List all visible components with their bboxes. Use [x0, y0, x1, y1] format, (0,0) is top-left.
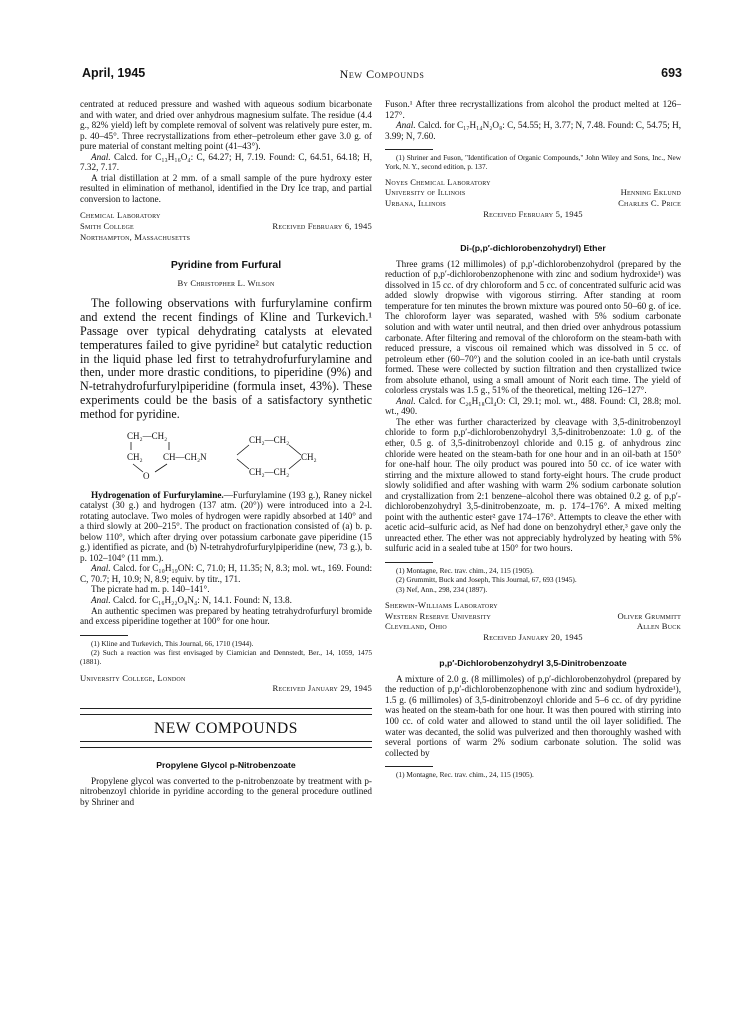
author-name: Charles C. Price: [618, 197, 681, 208]
address-block: [80, 210, 372, 242]
address-row: [385, 621, 681, 632]
received-date: Received February 6, 1945: [272, 221, 372, 232]
page-number: 693: [661, 66, 682, 80]
paragraph: A mixture of 2.0 g. (8 millimoles) of p,p′-dichlorobenzohydrol (prepared by the reduction of p,p′-dichlorobenzophenone with zinc and sodium hydroxide¹), 1.5 g. (6 millimoles) of 3,5-dinitrobenzoyl chloride and 5–6 cc. of dry pyridine was heated on the steam-bath for one hour. It was then poured with stirring into 100 cc. of cold water and allowed to stand until the oil layer solidified. The water was decanted, the solid was pulverized and then thoroughly washed with several portions of warm 2% sodium carbonate solution. The solid was collected by: [385, 673, 681, 758]
journal-section: New Compounds: [339, 67, 425, 81]
compound-title: p,p′-Dichlorobenzohydryl 3,5-Dinitrobenzoate: [439, 658, 627, 669]
paragraph: A trial distillation at 2 mm. of a small sample of the pure hydroxy ester resulted in elimination of methanol, identified in the Dry Ice trap, and partial conversion to lactone.: [80, 172, 372, 204]
intro-paragraph: The following observations with furfurylamine confirm and extend the recent findings of Kline and Turkevich.¹ Passage over typical dehydrating catalysts at elevated temperatures failed to give pyridine² but catalytic reduction in the liquid phase led first to tetrahydrofurfurylamine and then, under more drastic conditions, to piperidine (9%) and N-tetrahydrofurfurylpiperidine (formula inset, 43%). These experiments could be the basis of a satisfactory synthetic method for pyridine.: [80, 296, 372, 421]
structure-label: CH₂—CH₂: [249, 434, 290, 445]
structure-label: CH₂—CH₂: [249, 466, 290, 477]
analysis-line: Anal. Calcd. for C₂₆H₁₈Cl₄O: Cl, 29.1; mol. wt., 488. Found: Cl, 28.8; mol. wt., 490.: [385, 395, 681, 417]
paragraph: The picrate had m. p. 140–141°.: [91, 584, 210, 595]
compound-title: Di-(p,p′-dichlorobenzohydryl) Ether: [460, 243, 606, 254]
address-line: Northampton, Massachusetts: [80, 231, 191, 242]
address-row: [80, 221, 372, 232]
address-row: [385, 198, 681, 209]
address-line: Noyes Chemical Laboratory: [385, 176, 491, 187]
section-rule: [80, 741, 372, 748]
structure-label: O: [143, 470, 150, 481]
byline: By Christopher L. Wilson: [177, 277, 275, 288]
section-title: NEW COMPOUNDS: [153, 719, 298, 737]
address-row: [385, 187, 681, 198]
left-column: [80, 99, 372, 807]
section-rule: [80, 708, 372, 715]
address-line: Western Reserve University: [385, 610, 492, 621]
paragraph: Propylene glycol was converted to the p-nitrobenzoate by treatment with p-nitrobenzoyl chloride in pyridine according to the general procedure outlined by Shriner and: [80, 775, 372, 807]
paragraph: centrated at reduced pressure and washed with aqueous sodium bicarbonate and with water, and dried over anhydrous magnesium sulfate. The residue (4.4 g., 82% yield) left by complete removal of solvent was relatively pure ester, m. p. 40–45°. Three recrystallizations from ether–petroleum ether gave 3.0 g. of pure material of constant melting point (41–43°).: [80, 99, 372, 152]
address-block: [80, 673, 372, 694]
address-line: Cleveland, Ohio: [385, 621, 447, 632]
address-line: Chemical Laboratory: [80, 210, 161, 221]
footnote-rule: [385, 766, 433, 767]
structure-label: CH—CH₂N: [163, 451, 207, 462]
address-line: Urbana, Illinois: [385, 197, 446, 208]
address-block: [385, 600, 681, 642]
address-line: University of Illinois: [385, 187, 466, 198]
structure-label: CH₂: [301, 451, 317, 462]
structure-label: CH₂: [127, 451, 143, 462]
paragraph: Three grams (12 millimoles) of p,p′-dichlorobenzohydrol (prepared by the reduction of p,p′-dichlorobenzophenone with zinc and sodium hydroxide¹) was dissolved in 15 cc. of dry chloroform and 5 cc. of concentrated sulfuric acid was added slowly dropwise with vigorous stirring. After standing at room temperature for ten minutes the brown mixture was poured onto 50–60 g. of ice. The chloroform layer was separated, washed with 5% sodium carbonate solution and with water until neutral, and then dried over anhydrous potassium carbonate. After filtering and removal of the chloroform on the steam-bath with reduced pressure, a viscous oil remained which was dissolved in 5 cc. of petroleum ether (60–70°) and the solution cooled in an ice-bath until crystals formed. These were collected by suction filtration and then crystallized twice from absolute ethanol, using a small amount of Norit each time. The yield of colorless crystals was 1.5 g., 51% of the theoretical, melting 126–127°.: [385, 258, 681, 396]
address-line: University College, London: [80, 672, 186, 683]
footnote: (1) Montagne, Rec. trav. chim., 24, 115 (1905).: [396, 566, 534, 576]
paragraph: Fuson.¹ After three recrystallizations from alcohol the product melted at 126–127°.: [385, 99, 681, 120]
analysis-line: Anal. Calcd. for C₁₃H₁₆O₄: C, 64.27; H, 7.19. Found: C, 64.51, 64.18; H, 7.32, 7.17.: [80, 151, 373, 173]
footnote: (2) Such a reaction was first envisaged by Ciamician and Dennstedt, Ber., 14, 1059, 1475 (1881).: [80, 647, 372, 667]
address-line: Smith College: [80, 221, 134, 232]
footnote-rule: [385, 562, 433, 563]
analysis-line: Anal. Calcd. for C₁₀H₁₉ON: C, 71.0; H, 11.35; N, 8.3; mol. wt., 169. Found: C, 70.7; H, 10.9; N, 8.9; equiv. by titr., 171.: [80, 563, 372, 584]
running-header: [82, 66, 682, 84]
footnote: (1) Shriner and Fuson, "Identification of Organic Compounds," John Wiley and Sons, Inc., New York, N. Y., second edition, p. 137.: [385, 153, 681, 172]
paragraph: The ether was further characterized by cleavage with 3,5-dinitrobenzoyl chloride to form p,p′-dichlorobenzohydryl 3,5-dinitrobenzoate: 1.0 g. of the ether, 0.5 g. of 3,5-dinitrobenzoyl chloride and 0.15 g. of anhydrous zinc chloride were heated on the steam-bath for one hour and in an oil-bath at 150° for one-half hour. The oily product was poured into 50 cc. of ice water with stirring and the mixture allowed to stand forty-eight hours. The crude product slowly solidified and after washing with warm 2% sodium carbonate solution and crystallization from 2:1 benzene–alcohol there was obtained 0.2 g. of p,p′-dichlorobenzohydryl 3,5-dinitrobenzoate, m. p. 174–176°. A mixed melting point with the authentic ester² gave 174–176°. Attempts to cleave the ether with acetic acid–sulfuric acid, as Nef had done on benzohydryl ether,³ gave only the unreacted ether. The ether was not appreciably hydrolyzed by heating with 5% sulfuric acid in a sealed tube at 150° for two hours.: [385, 416, 681, 554]
chemical-structure: [125, 427, 365, 487]
received-date: Received January 29, 1945: [272, 683, 372, 694]
received-date: Received January 20, 1945: [483, 631, 583, 642]
footnote-rule: [385, 149, 433, 150]
author-name: Allen Buck: [636, 621, 681, 632]
analysis-line: Anal. Calcd. for C₁₆H₂₂O₈N₄: N, 14.1. Found: N, 13.8.: [91, 594, 292, 605]
analysis-line: Anal. Calcd. for C₁₇H₁₄N₂O₈: C, 54.55; H, 3.77; N, 7.48. Found: C, 54.75; H, 3.99; N, 7.60.: [385, 120, 681, 141]
right-column: [385, 99, 681, 780]
author-name: Oliver Grummitt: [617, 610, 681, 621]
paragraph: Hydrogenation of Furfurylamine.—Furfurylamine (193 g.), Raney nickel catalyst (30 g.) and hydrogen (137 atm. (20°)) were introduced into a 2-l. rotating autoclave. Two moles of hydrogen were rapidly absorbed at 140° and a third slowly at 200–215°. The product on fractionation consisted of (a) b. p. below 110°, which after drying over potassium carbonate gave piperidine (15 g.) identified as picrate, and (b) N-tetrahydrofurfurylpiperidine (new, 73 g.), b. p. 102–104° (11 mm.).: [80, 489, 372, 563]
footnote-rule: [80, 635, 128, 636]
issue-date: April, 1945: [82, 66, 146, 80]
compound-title: Propylene Glycol p-Nitrobenzoate: [156, 760, 296, 771]
address-block: [385, 177, 681, 219]
footnote: (1) Kline and Turkevich, This Journal, 66, 1710 (1944).: [91, 638, 254, 648]
paragraph: An authentic specimen was prepared by heating tetrahydrofurfuryl bromide and excess piperidine together at 100° for one hour.: [80, 605, 372, 627]
structure-label: CH₂—CH₂: [127, 430, 168, 441]
footnote: (3) Nef, Ann., 298, 234 (1897).: [396, 584, 488, 594]
address-row: [385, 611, 681, 622]
article-title: Pyridine from Furfural: [170, 259, 282, 272]
received-date: Received February 5, 1945: [483, 208, 583, 219]
footnote: (1) Montagne, Rec. trav. chim., 24, 115 (1905).: [396, 770, 534, 780]
footnote: (2) Grummitt, Buck and Joseph, This Journal, 67, 693 (1945).: [396, 575, 577, 585]
author-name: Henning Eklund: [620, 187, 681, 198]
address-line: Sherwin-Williams Laboratory: [385, 599, 498, 610]
